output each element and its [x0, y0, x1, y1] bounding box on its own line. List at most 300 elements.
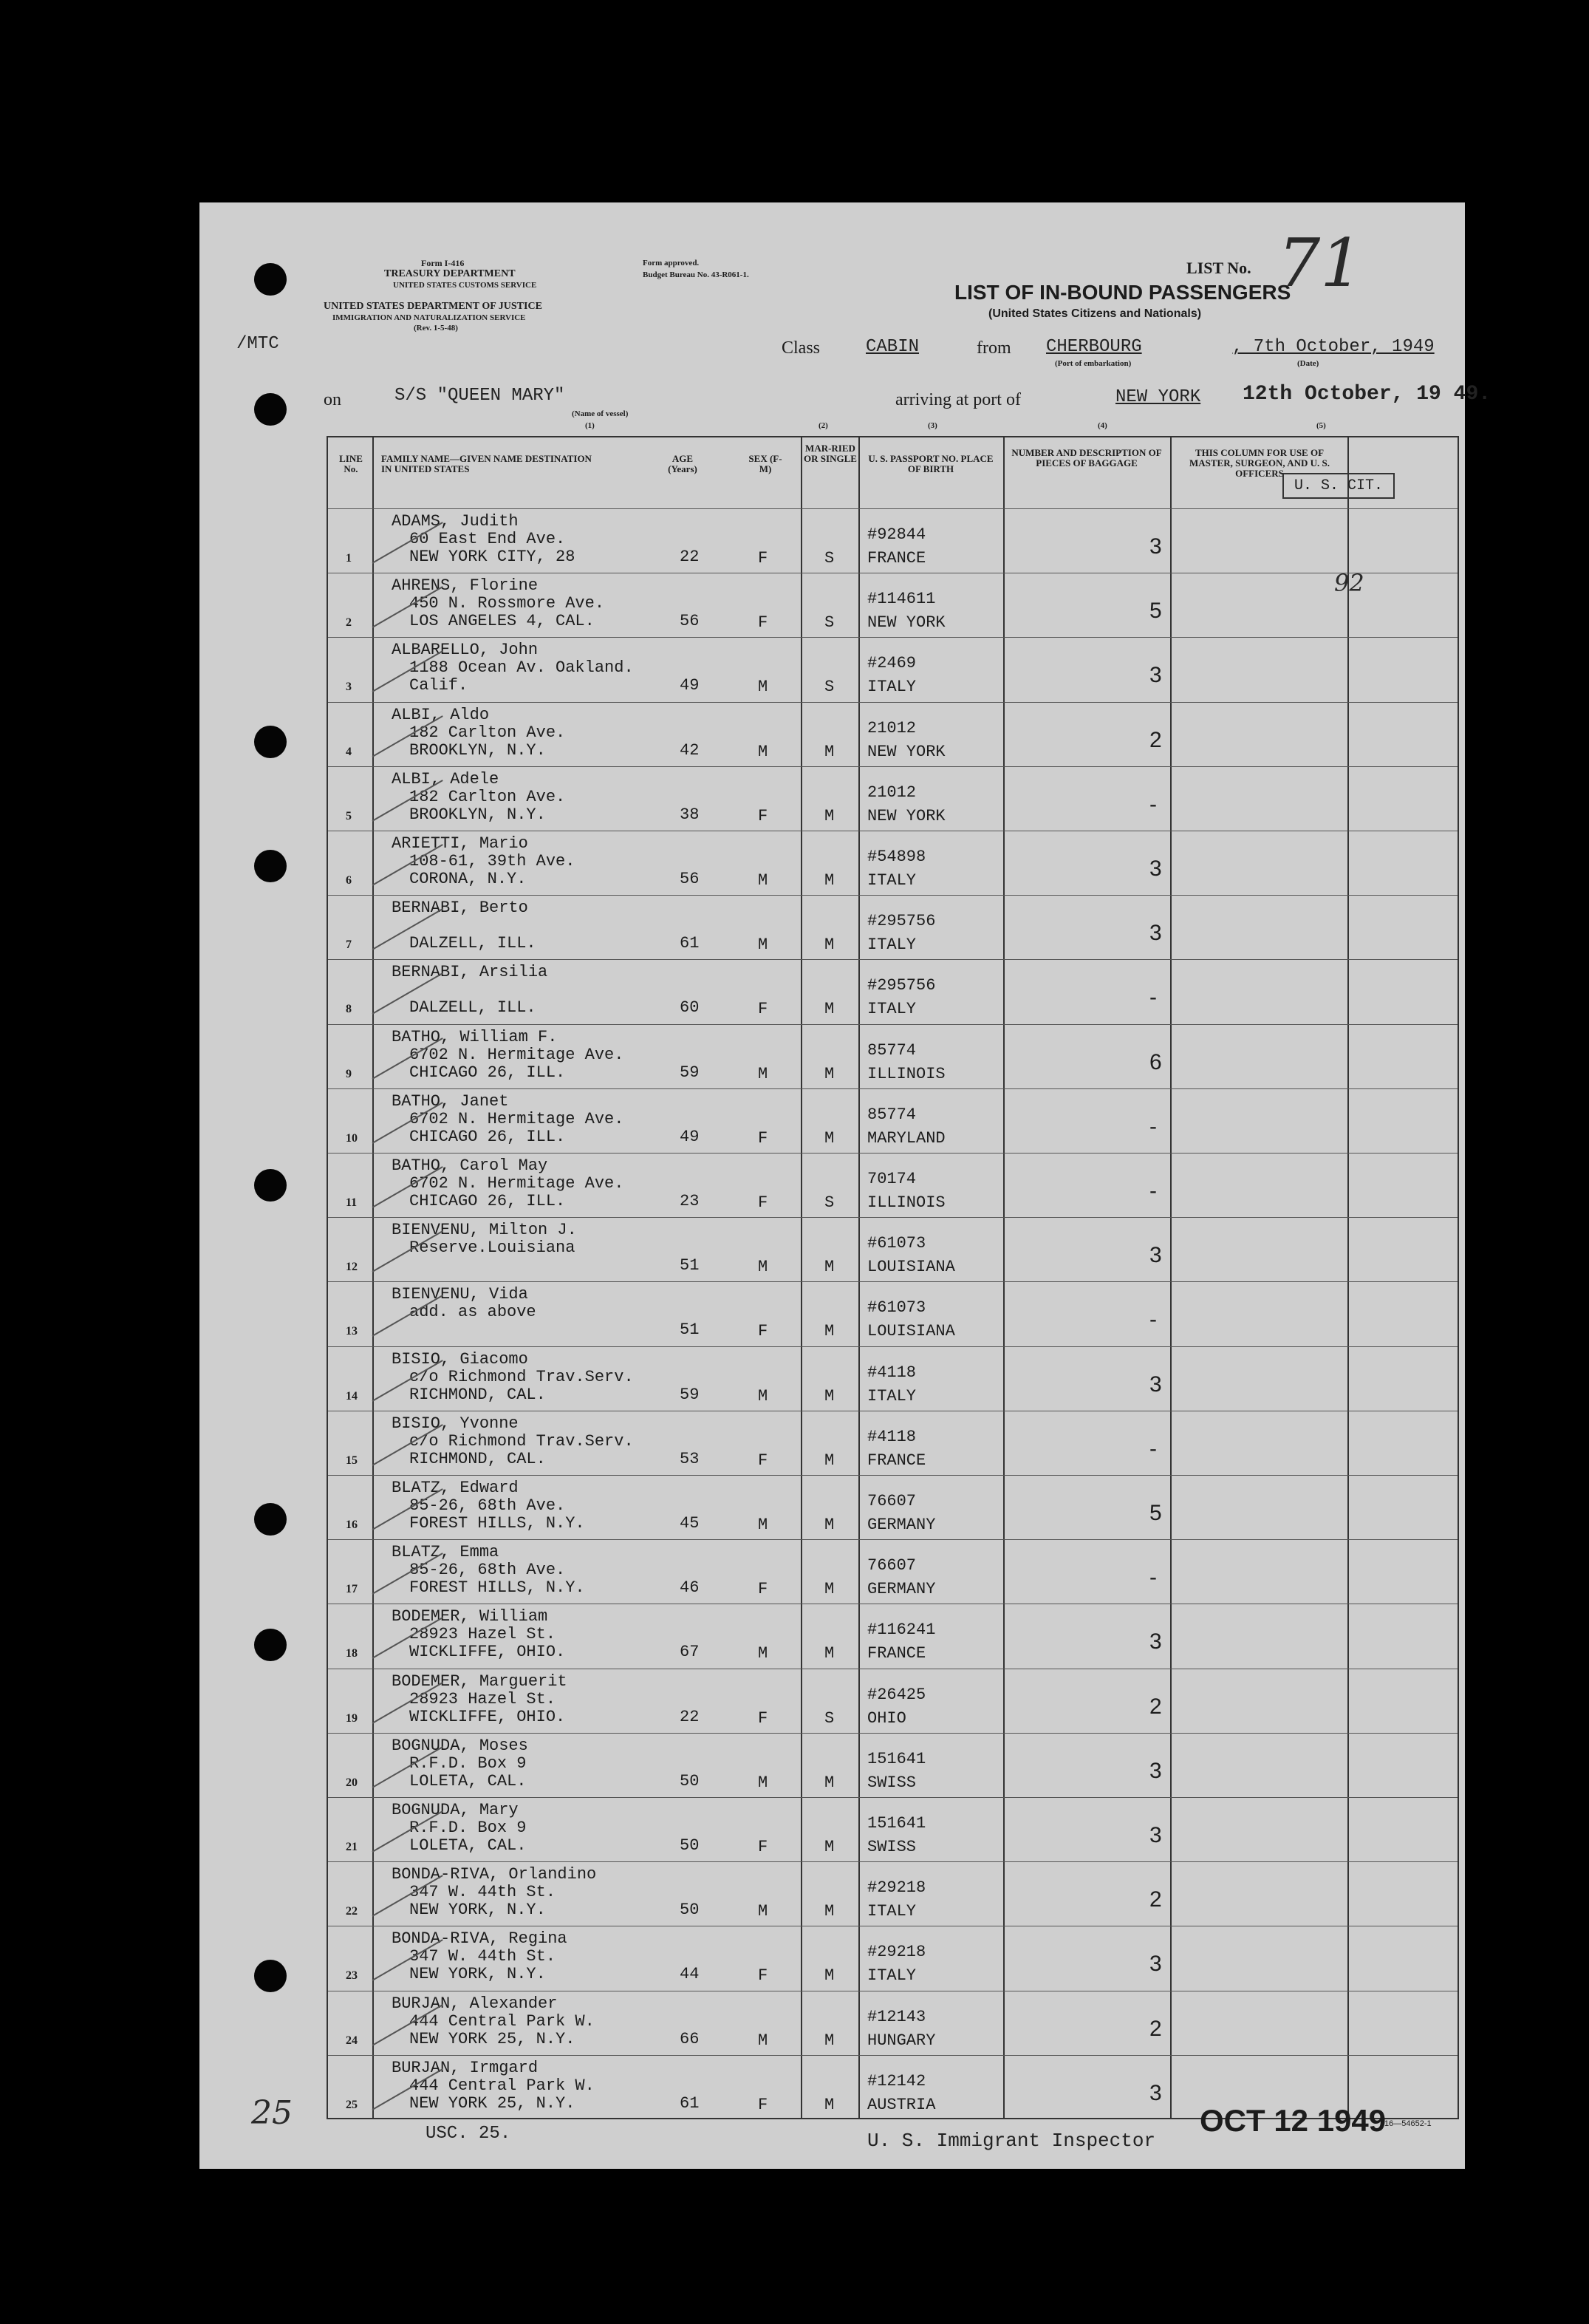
- address-line-1: 444 Central Park W.: [409, 2011, 595, 2031]
- line-number: 17: [346, 1583, 358, 1596]
- age: 61: [680, 2093, 700, 2113]
- address-line-1: 108-61, 39th Ave.: [409, 852, 575, 870]
- baggage-count: -: [1149, 791, 1157, 817]
- baggage-count: 3: [1149, 1758, 1162, 1783]
- table-row: [328, 508, 1458, 573]
- column-number-3: (3): [928, 421, 937, 430]
- marital-status: M: [824, 1386, 835, 1405]
- from-value: CHERBOURG: [1046, 337, 1142, 357]
- date-stamp: OCT 12 1949: [1200, 2103, 1387, 2138]
- line-number: 22: [346, 1905, 358, 1918]
- address-line-1: 6702 N. Hermitage Ave.: [409, 1109, 624, 1128]
- marital-status: M: [824, 936, 835, 955]
- left-margin-25: 25: [251, 2094, 293, 2132]
- age: 51: [680, 1256, 700, 1275]
- age: 50: [680, 1901, 700, 1920]
- sex: F: [758, 1193, 768, 1212]
- marital-status: M: [824, 2031, 835, 2050]
- place-of-birth: OHIO: [867, 1708, 906, 1728]
- form-revision: (Rev. 1-5-48): [414, 324, 458, 333]
- age: 23: [680, 1192, 700, 1210]
- address-line-2: RICHMOND, CAL.: [409, 1385, 546, 1404]
- age: 56: [680, 612, 700, 631]
- address-line-2: LOLETA, CAL.: [409, 1836, 527, 1855]
- age: 46: [680, 1578, 700, 1598]
- line-number: 2: [346, 616, 352, 630]
- baggage-count: 3: [1149, 1823, 1162, 1847]
- table-row: [328, 1411, 1458, 1475]
- line-number: 14: [346, 1389, 358, 1403]
- address-line-1: 6702 N. Hermitage Ave.: [409, 1045, 624, 1064]
- passenger-name: BODEMER, William: [392, 1607, 548, 1626]
- table-row: [328, 1733, 1458, 1797]
- table-row: [328, 959, 1458, 1023]
- address-line-2: BROOKLYN, N.Y.: [409, 805, 546, 824]
- line-number: 6: [346, 874, 352, 887]
- column-header-age: AGE (Years): [668, 453, 697, 474]
- passenger-name: BLATZ, Emma: [392, 1543, 499, 1562]
- marital-status: M: [824, 1000, 835, 1019]
- table-row: [328, 1861, 1458, 1926]
- marital-status: M: [824, 1516, 835, 1534]
- address-line-2: DALZELL, ILL.: [409, 934, 536, 953]
- table-row: [328, 1281, 1458, 1346]
- sex: M: [758, 871, 768, 890]
- line-number: 8: [346, 1003, 352, 1016]
- age: 51: [680, 1321, 700, 1340]
- margin-code: /MTC: [236, 334, 279, 354]
- passport-number: 151641: [867, 1814, 926, 1833]
- vessel-name: S/S "QUEEN MARY": [394, 386, 565, 406]
- sex: M: [758, 1773, 768, 1792]
- place-of-birth: NEW YORK: [867, 742, 946, 761]
- sex: M: [758, 1902, 768, 1921]
- line-number: 13: [346, 1325, 358, 1338]
- from-label: from: [977, 338, 1011, 358]
- baggage-count: -: [1149, 1565, 1157, 1590]
- address-line-2: BROOKLYN, N.Y.: [409, 740, 546, 760]
- place-of-birth: SWISS: [867, 1773, 917, 1792]
- column-header-officers: THIS COLUMN FOR USE OF MASTER, SURGEON, AND U. S. OFFICERS: [1189, 447, 1330, 479]
- line-number: 20: [346, 1776, 358, 1789]
- table-row: [328, 766, 1458, 831]
- sex: M: [758, 678, 768, 697]
- line-number: 7: [346, 938, 352, 952]
- address-line-2: FOREST HILLS, N.Y.: [409, 1578, 585, 1598]
- sex: F: [758, 1128, 768, 1148]
- passenger-name: BODEMER, Marguerit: [392, 1672, 567, 1691]
- place-of-birth: ILLINOIS: [867, 1064, 946, 1083]
- list-no-label: LIST No.: [1186, 259, 1251, 277]
- table-row: [328, 1475, 1458, 1539]
- table-row: [328, 1024, 1458, 1088]
- footer-usc-count: USC. 25.: [426, 2124, 511, 2144]
- column-number-2: (2): [819, 421, 828, 430]
- baggage-count: 3: [1149, 663, 1162, 688]
- address-line-2: NEW YORK CITY, 28: [409, 548, 575, 566]
- passenger-name: BERNABI, Berto: [392, 899, 528, 918]
- address-line-2: WICKLIFFE, OHIO.: [409, 1643, 566, 1662]
- sex: M: [758, 742, 768, 761]
- vessel-caption: (Name of vessel): [572, 409, 629, 418]
- address-line-2: FOREST HILLS, N.Y.: [409, 1514, 585, 1533]
- place-of-birth: FRANCE: [867, 1644, 926, 1663]
- address-line-2: LOS ANGELES 4, CAL.: [409, 612, 595, 631]
- baggage-count: -: [1149, 1436, 1157, 1461]
- form-approved: Form approved.: [643, 259, 700, 268]
- age: 67: [680, 1643, 700, 1662]
- address-line-2: NEW YORK, N.Y.: [409, 1965, 546, 1984]
- passport-number: #54898: [867, 848, 926, 866]
- column-number-5: (5): [1316, 421, 1326, 430]
- place-of-birth: NEW YORK: [867, 806, 946, 825]
- age: 38: [680, 805, 700, 824]
- marital-status: M: [824, 1966, 835, 1986]
- passport-number: #4118: [867, 1363, 917, 1382]
- marital-status: M: [824, 742, 835, 761]
- passport-number: #61073: [867, 1234, 926, 1253]
- age: 56: [680, 870, 700, 888]
- sex: M: [758, 1386, 768, 1405]
- age: 42: [680, 740, 700, 760]
- passport-number: 151641: [867, 1749, 926, 1768]
- marital-status: M: [824, 1580, 835, 1599]
- baggage-count: 3: [1149, 1629, 1162, 1655]
- line-number: 10: [346, 1131, 358, 1145]
- baggage-count: 3: [1149, 1243, 1162, 1268]
- marital-status: M: [824, 1128, 835, 1148]
- sex: F: [758, 1451, 768, 1470]
- age: 49: [680, 676, 700, 695]
- passport-number: #4118: [867, 1427, 917, 1446]
- passenger-name: BONDA-RIVA, Regina: [392, 1929, 567, 1949]
- age: 22: [680, 548, 700, 566]
- passenger-name: BONDA-RIVA, Orlandino: [392, 1865, 597, 1884]
- table-row: [328, 1153, 1458, 1217]
- place-of-birth: GERMANY: [867, 1580, 936, 1599]
- address-line-2: WICKLIFFE, OHIO.: [409, 1707, 566, 1726]
- line-number: 9: [346, 1067, 352, 1080]
- marital-status: M: [824, 806, 835, 825]
- marital-status: S: [824, 549, 835, 568]
- age: 22: [680, 1707, 700, 1726]
- arrival-port: NEW YORK: [1115, 387, 1201, 407]
- line-number: 24: [346, 2034, 358, 2047]
- line-number: 3: [346, 681, 352, 694]
- baggage-count: 3: [1149, 856, 1162, 881]
- address-line-2: LOLETA, CAL.: [409, 1771, 527, 1790]
- marital-status: M: [824, 2095, 835, 2114]
- address-line-1: 6702 N. Hermitage Ave.: [409, 1174, 624, 1193]
- place-of-birth: ITALY: [867, 1386, 917, 1405]
- table-row: [328, 1797, 1458, 1861]
- sex: F: [758, 1708, 768, 1728]
- baggage-count: -: [1149, 1179, 1157, 1203]
- age: 59: [680, 1063, 700, 1082]
- sex: F: [758, 1580, 768, 1599]
- baggage-count: 5: [1149, 599, 1162, 624]
- passport-number: #61073: [867, 1298, 926, 1318]
- passport-number: #26425: [867, 1685, 926, 1704]
- column-header-name: FAMILY NAME—GIVEN NAME DESTINATION IN UNITED STATES: [381, 453, 592, 474]
- form-number: Form I-416: [421, 258, 465, 268]
- passport-number: #2469: [867, 654, 917, 673]
- baggage-count: 2: [1149, 727, 1162, 752]
- address-line-2: NEW YORK 25, N.Y.: [409, 2093, 575, 2113]
- marital-status: M: [824, 1902, 835, 1921]
- date-caption: (Date): [1297, 359, 1319, 368]
- sex: M: [758, 2031, 768, 2050]
- table-row: [328, 831, 1458, 895]
- address-line-2: DALZELL, ILL.: [409, 998, 536, 1018]
- baggage-count: 3: [1149, 1952, 1162, 1977]
- baggage-count: -: [1149, 1114, 1157, 1139]
- baggage-count: 5: [1149, 1501, 1162, 1525]
- budget-bureau: Budget Bureau No. 43-R061-1.: [643, 270, 749, 279]
- marital-status: M: [824, 1322, 835, 1341]
- baggage-count: 2: [1149, 1887, 1162, 1912]
- table-row: [328, 573, 1458, 637]
- address-line-1: 182 Carlton Ave.: [409, 787, 566, 806]
- marital-status: S: [824, 678, 835, 697]
- sex: F: [758, 1838, 768, 1856]
- column-header-line: LINE No.: [339, 453, 363, 474]
- age: 60: [680, 998, 700, 1018]
- marital-status: M: [824, 1773, 835, 1792]
- place-of-birth: GERMANY: [867, 1516, 936, 1534]
- punch-hole: [254, 1169, 287, 1202]
- address-line-1: 60 East End Ave.: [409, 530, 566, 548]
- age: 66: [680, 2029, 700, 2048]
- column-header-sex: SEX (F-M): [748, 453, 782, 474]
- address-line-1: 444 Central Park W.: [409, 2076, 595, 2095]
- treasury-department: TREASURY DEPARTMENT: [384, 268, 516, 279]
- sex: F: [758, 1322, 768, 1341]
- arriving-label: arriving at port of: [895, 390, 1021, 409]
- address-line-1: 85-26, 68th Ave.: [409, 1496, 566, 1515]
- baggage-count: 6: [1149, 1049, 1162, 1074]
- place-of-birth: LOUISIANA: [867, 1322, 955, 1341]
- address-line-2: CORONA, N.Y.: [409, 870, 527, 888]
- passport-number: #114611: [867, 590, 936, 609]
- place-of-birth: ITALY: [867, 1966, 917, 1986]
- line-number: 5: [346, 809, 352, 822]
- address-line-1: 85-26, 68th Ave.: [409, 1561, 566, 1580]
- age: 44: [680, 1965, 700, 1984]
- place-of-birth: ITALY: [867, 871, 917, 890]
- line-number: 21: [346, 1841, 358, 1853]
- address-line-1: R.F.D. Box 9: [409, 1754, 527, 1773]
- table-row: [328, 1926, 1458, 1990]
- place-of-birth: ITALY: [867, 936, 917, 955]
- passenger-name: ALBI, Aldo: [392, 705, 490, 724]
- passenger-name: BURJAN, Alexander: [392, 1994, 558, 2013]
- on-label: on: [324, 390, 341, 409]
- sex: M: [758, 1516, 768, 1534]
- marital-status: S: [824, 1193, 835, 1212]
- vessel-column-number: (1): [585, 421, 595, 430]
- marital-status: M: [824, 1838, 835, 1856]
- ins-service: IMMIGRATION AND NATURALIZATION SERVICE: [332, 313, 526, 322]
- inspector-caption: U. S. Immigrant Inspector: [867, 2130, 1156, 2152]
- table-row: [328, 702, 1458, 766]
- place-of-birth: LOUISIANA: [867, 1258, 955, 1277]
- sex: M: [758, 1258, 768, 1277]
- place-of-birth: NEW YORK: [867, 613, 946, 633]
- place-of-birth: FRANCE: [867, 1451, 926, 1470]
- departure-date: , 7th October, 1949: [1232, 337, 1435, 357]
- sex: M: [758, 1644, 768, 1663]
- form-code: 16—54652-1: [1384, 2119, 1432, 2128]
- table-row: [328, 1604, 1458, 1668]
- passport-number: 85774: [867, 1040, 917, 1060]
- punch-hole: [254, 850, 287, 882]
- place-of-birth: ITALY: [867, 1902, 917, 1921]
- address-line-2: NEW YORK 25, N.Y.: [409, 2029, 575, 2048]
- class-label: Class: [782, 338, 821, 358]
- marital-status: M: [824, 1644, 835, 1663]
- place-of-birth: ITALY: [867, 1000, 917, 1019]
- column-header-baggage: NUMBER AND DESCRIPTION OF PIECES OF BAGGAGE: [1011, 447, 1162, 468]
- line-number: 19: [346, 1711, 358, 1725]
- passenger-name: ALBI, Adele: [392, 769, 499, 788]
- table-row: [328, 637, 1458, 701]
- passport-number: 70174: [867, 1170, 917, 1188]
- passenger-name: BATHO, Janet: [392, 1091, 509, 1111]
- passenger-name: BATHO, William F.: [392, 1027, 558, 1046]
- passport-number: #12143: [867, 2007, 926, 2026]
- marital-status: M: [824, 1451, 835, 1470]
- baggage-count: 3: [1149, 1371, 1162, 1397]
- passenger-name: BISIO, Yvonne: [392, 1414, 519, 1433]
- marital-status: M: [824, 1258, 835, 1277]
- address-line-1: Reserve.Louisiana: [409, 1238, 575, 1258]
- passenger-name: AHRENS, Florine: [392, 576, 539, 596]
- place-of-birth: MARYLAND: [867, 1128, 946, 1148]
- age: 61: [680, 934, 700, 953]
- table-row: [328, 1346, 1458, 1411]
- age: 49: [680, 1127, 700, 1146]
- passenger-name: BIENVENU, Milton J.: [392, 1221, 577, 1240]
- customs-service: UNITED STATES CUSTOMS SERVICE: [393, 281, 537, 290]
- passport-number: 76607: [867, 1556, 917, 1575]
- punch-hole: [254, 393, 287, 426]
- table-row: [328, 1088, 1458, 1153]
- place-of-birth: ILLINOIS: [867, 1193, 946, 1212]
- table-row: [328, 1991, 1458, 2055]
- address-line-2: CHICAGO 26, ILL.: [409, 1127, 566, 1146]
- address-line-2: Calif.: [409, 676, 468, 695]
- us-citizen-stamp: U. S. CIT.: [1282, 473, 1395, 499]
- passenger-name: ARIETTI, Mario: [392, 834, 528, 853]
- passport-number: #29218: [867, 1943, 926, 1962]
- address-line-1: add. as above: [409, 1303, 536, 1322]
- sex: M: [758, 936, 768, 955]
- sex: M: [758, 1064, 768, 1083]
- passport-number: #295756: [867, 912, 936, 931]
- passport-number: 85774: [867, 1105, 917, 1124]
- marital-status: M: [824, 871, 835, 890]
- passenger-name: BATHO, Carol May: [392, 1156, 548, 1175]
- address-line-1: R.F.D. Box 9: [409, 1819, 527, 1837]
- passenger-name: ALBARELLO, John: [392, 641, 539, 660]
- punch-hole: [254, 1629, 287, 1661]
- marital-status: M: [824, 1064, 835, 1083]
- line-number: 23: [346, 1969, 358, 1983]
- class-value: CABIN: [866, 337, 920, 357]
- address-line-2: CHICAGO 26, ILL.: [409, 1192, 566, 1210]
- baggage-count: 3: [1149, 2080, 1162, 2105]
- line-number: 4: [346, 745, 352, 758]
- baggage-count: 3: [1149, 921, 1162, 946]
- table-row: [328, 1539, 1458, 1604]
- address-line-2: RICHMOND, CAL.: [409, 1449, 546, 1468]
- passenger-name: BLATZ, Edward: [392, 1479, 519, 1497]
- passport-number: 76607: [867, 1492, 917, 1510]
- passport-number: 21012: [867, 783, 917, 802]
- manifest-page: [199, 202, 1491, 2169]
- place-of-birth: FRANCE: [867, 549, 926, 568]
- line-number: 18: [346, 1647, 358, 1660]
- sex: F: [758, 806, 768, 825]
- line-number: 16: [346, 1519, 358, 1531]
- list-no-value: 71: [1278, 225, 1363, 302]
- list-title: LIST OF IN-BOUND PASSENGERS: [954, 281, 1291, 304]
- address-line-1: 182 Carlton Ave.: [409, 723, 566, 742]
- list-subtitle: (United States Citizens and Nationals): [988, 307, 1202, 320]
- age: 59: [680, 1385, 700, 1404]
- baggage-count: 2: [1149, 2016, 1162, 2041]
- passenger-name: BOGNUDA, Moses: [392, 1736, 528, 1755]
- passenger-name: BURJAN, Irmgard: [392, 2058, 539, 2077]
- table-row: [328, 1669, 1458, 1733]
- age: 50: [680, 1836, 700, 1855]
- passport-number: #29218: [867, 1878, 926, 1898]
- punch-hole: [254, 263, 287, 296]
- line-number: 11: [346, 1196, 358, 1209]
- marital-status: S: [824, 1708, 835, 1728]
- age: 50: [680, 1771, 700, 1790]
- age: 53: [680, 1449, 700, 1468]
- address-line-1: 28923 Hazel St.: [409, 1689, 556, 1708]
- passport-number: #12142: [867, 2071, 926, 2090]
- baggage-count: -: [1149, 985, 1157, 1010]
- arrival-date: 12th October, 19 49.: [1243, 383, 1491, 406]
- address-line-1: 347 W. 44th St.: [409, 1883, 556, 1902]
- sex: F: [758, 549, 768, 568]
- passport-number: #295756: [867, 976, 936, 995]
- line-number: 12: [346, 1261, 358, 1274]
- address-line-2: NEW YORK, N.Y.: [409, 1901, 546, 1920]
- age: 45: [680, 1514, 700, 1533]
- place-of-birth: HUNGARY: [867, 2031, 936, 2050]
- table-row: [328, 1217, 1458, 1281]
- punch-hole: [254, 1960, 287, 1992]
- table-row: [328, 895, 1458, 959]
- place-of-birth: ITALY: [867, 678, 917, 697]
- port-caption: (Port of embarkation): [1055, 359, 1132, 368]
- passenger-name: BIENVENU, Vida: [392, 1285, 528, 1304]
- passenger-name: BERNABI, Arsilia: [392, 963, 548, 982]
- marital-status: S: [824, 613, 835, 633]
- baggage-count: -: [1149, 1307, 1157, 1332]
- line-number: 15: [346, 1454, 358, 1467]
- margin-note-92: 92: [1334, 569, 1364, 597]
- passport-number: #116241: [867, 1621, 936, 1640]
- column-number-4: (4): [1098, 421, 1107, 430]
- baggage-count: 2: [1149, 1694, 1162, 1719]
- column-header-marital: MAR-RIED OR SINGLE: [804, 443, 857, 464]
